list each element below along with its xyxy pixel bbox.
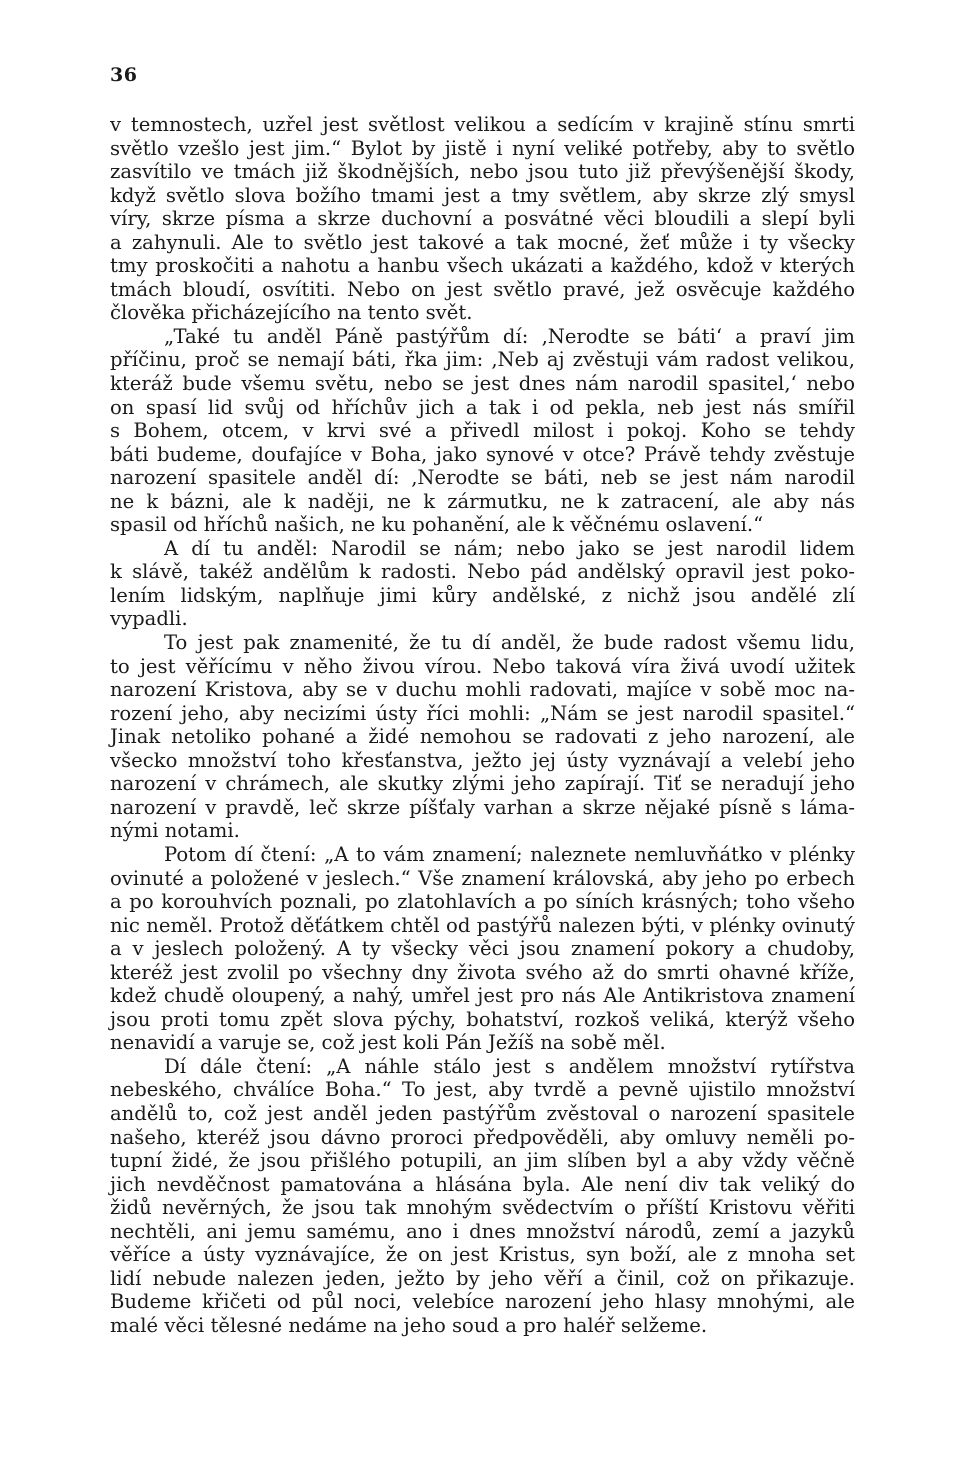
text-line: ne k bázni, ale k naději, ne k zármutku, ne k zatracení, ale aby nás <box>110 489 855 513</box>
text-line: kdež chudě oloupený, a nahý, umřel jest pro nás Ale Antikristova znamení <box>110 984 855 1008</box>
text-line: rození jeho, aby necizími ústy říci mohli: „Nám se jest narodil spasitel.“ <box>110 701 855 725</box>
text-line: Dí dále čtení: „A náhle stálo jest s andělem množství rytířstva <box>164 1054 855 1078</box>
text-line: A dí tu anděl: Narodil se nám; nebo jako se jest narodil lidem <box>164 536 855 560</box>
text-line: tmy proskočiti a nahotu a hanbu všech ukázati a každého, kdož v kterých <box>110 254 855 278</box>
text-line: Jinak netoliko pohané a židé nemohou se radovati z jeho narození, ale <box>110 725 855 749</box>
text-line: narození Kristova, aby se v duchu mohli radovati, majíce v sobě moc na- <box>110 678 855 702</box>
text-line: kteréž jest zvolil po všechny dny života svého až do smrti ohavné kříže, <box>110 960 855 984</box>
text-line: nenavidí a varuje se, což jest koli Pán Ježíš na sobě měl. <box>110 1031 666 1055</box>
text-line: lidí nebude nalezen jeden, ježto by jeho věří a činil, což on přikazuje. <box>110 1266 855 1290</box>
text-line: ovinuté a položené v jeslech.“ Vše znamení královská, aby jeho po erbech <box>110 866 855 890</box>
text-line: To jest pak znamenité, že tu dí anděl, že bude radost všemu lidu, <box>164 631 855 655</box>
text-line: světlo vzešlo jest jim.“ Bylot by jistě i nyní veliké potřeby, aby to světlo <box>110 136 855 160</box>
text-line: nechtěli, ani jemu samému, ano i dnes množství národů, zemí a jazyků <box>110 1219 855 1243</box>
text-line: nic neměl. Protož děťátkem chtěl od pastýřů nalezen býti, v plénky ovinutý <box>110 913 855 937</box>
text-line: našeho, kteréž jsou dávno proroci předpověděli, aby omluvy neměli po- <box>110 1125 855 1149</box>
text-line: s Bohem, otcem, v krvi své a přivedl milost i pokoj. Koho se tehdy <box>110 419 855 443</box>
text-line: nebeského, chválíce Boha.“ To jest, aby tvrdě a pevně ujistilo množství <box>110 1078 855 1102</box>
text-line: a v jeslech položený. A ty všecky věci jsou znamení pokory a chudoby, <box>110 937 855 961</box>
text-line: kteráž bude všemu světu, nebo se jest dnes nám narodil spasitel,‘ nebo <box>110 372 855 396</box>
text-line: lením lidským, naplňuje jimi kůry andělské, z nichž jsou andělé zlí <box>110 583 855 607</box>
text-line: Budeme křičeti od půl noci, velebíce narození jeho hlasy mnohými, ale <box>110 1290 855 1314</box>
text-line: Potom dí čtení: „A to vám znamení; naleznete nemluvňátko v plénky <box>164 842 855 866</box>
text-line: a zahynuli. Ale to světlo jest takové a tak mocné, žeť může i ty všecky <box>110 230 855 254</box>
text-line: spasil od hříchů našich, ne ku pohanění, ale k věčnému oslavení.“ <box>110 513 764 537</box>
text-line: on spasí lid svůj od hříchův jich a tak i od pekla, neb jest nás smířil <box>110 395 855 419</box>
text-line: jsou proti tomu zpět slova pýchy, bohatství, rozkoš veliká, kterýž všeho <box>110 1007 855 1031</box>
text-line: zasvítilo ve tmách již škodnějších, nebo jsou tuto již převýšenější škody, <box>110 160 855 184</box>
text-line: to jest věřícímu v něho živou vírou. Nebo taková víra živá uvodí užitek <box>110 654 855 678</box>
text-line: všecko množství toho křesťanstva, ježto jej ústy vyznávají a velebí jeho <box>110 748 855 772</box>
text-line: nými notami. <box>110 819 240 843</box>
text-line: židů nevěrných, že jsou tak mnohým svědectvím o příští Kristovu věřiti <box>110 1196 855 1220</box>
text-line: andělů to, což jest anděl jeden pastýřům zvěstoval o narození spasitele <box>110 1101 855 1125</box>
text-line: vypadli. <box>110 607 188 631</box>
text-line: člověka přicházejícího na tento svět. <box>110 301 473 325</box>
text-line: malé věci tělesné nedáme na jeho soud a pro haléř selžeme. <box>110 1313 708 1337</box>
text-body <box>110 113 855 1337</box>
text-line: věříce a ústy vyznávajíce, že on jest Kristus, syn boží, ale z mnoha set <box>110 1243 855 1267</box>
text-line: když světlo slova božího tmami jest a tmy světlem, aby skrze zlý smysl <box>110 183 855 207</box>
text-line: tupní židé, že jsou přišlého potupili, an jim slíben byl a aby vždy věčně <box>110 1149 855 1173</box>
text-line: jich nevděčnost pamatována a hlásána byla. Ale není div tak veliký do <box>110 1172 855 1196</box>
text-line: narození spasitele anděl dí: ‚Nerodte se báti, neb se jest nám narodil <box>110 466 855 490</box>
text-line: tmách bloudí, osvítiti. Nebo on jest světlo pravé, jež osvěcuje každého <box>110 277 855 301</box>
text-line: v temnostech, uzřel jest světlost velikou a sedícím v krajině stínu smrti <box>110 113 855 136</box>
text-line: „Také tu anděl Páně pastýřům dí: ‚Nerodte se báti‘ a praví jim <box>164 324 855 348</box>
text-line: příčinu, proč se nemají báti, řka jim: ‚Neb aj zvěstuji vám radost velikou, <box>110 348 855 372</box>
text-line: narození v pravdě, leč skrze píšťaly varhan a skrze nějaké písně s láma- <box>110 795 855 819</box>
text-line: báti budeme, doufajíce v Boha, jako synové v otce? Právě tehdy zvěstuje <box>110 442 855 466</box>
text-line: a po korouhvích poznali, po zlatohlavích a po síních krásných; toho všeho <box>110 890 855 914</box>
text-line: narození v chrámech, ale skutky zlými jeho zapírají. Tiť se neradují jeho <box>110 772 855 796</box>
text-line: víry, skrze písma a skrze duchovní a posvátné věci bloudili a slepí byli <box>110 207 855 231</box>
text-line: k slávě, takéž andělům k radosti. Nebo pád andělský opravil jest poko- <box>110 560 855 584</box>
page-number: 36 <box>110 64 138 86</box>
